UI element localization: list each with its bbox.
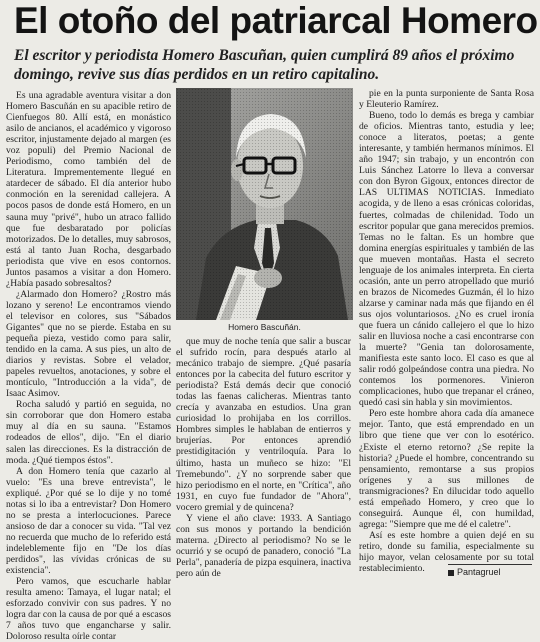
- paragraph: que muy de noche tenía que salir a buscar el sufrido rocín, para después atarlo al mecánico trabajo de siempre. ¿Qué pasaría entonces por la cabecita del futuro escritor y periodista? Está demás decir que conoció todas las faenas calicheras. Mientras tanto crecía y avanzaba en estudios. Una gran curiosidad lo prohijaba en los corrillos. Hombres simples le hablaban de entierros y brujerías. Por entonces aprendió prestidigitación y ventriloquía. Para lo último, hasta un muñeco se hizo: "El Tremebundo". ¿Y no sorprende saber que hizo periodismo en el norte, en "Crítica", año 1931, en cuyo fue fundador de "Ahora", vocero gremial y de quincena?: [176, 336, 351, 513]
- paragraph: A don Homero tenía que cazarlo al vuelo: "Es una breve entrevista", le expliqué. ¿Por qué se lo dije y no tomé notas si lo iba a entrevistar? Don Homero no se presta a interlocuciones. Parece ansioso de dar a conocer su vida. "Tal vez no recuerda que mucho de lo referido está indeleblemente fijo en "De los días perdidos", las vívidas crónicas de su existencia".: [6, 465, 171, 577]
- photo-caption: Homero Bascuñán.: [228, 322, 301, 332]
- paragraph: ¿Alarmado don Homero? ¿Rostro más lozano y sereno! Le encontramos viendo el televisor en colores, sus "Sábados Gigantes" que no se pierde. Estaba en su pequeña pieza, vestido como para salir, tendido en la cama. A sus pies, un alto de diarios y revistas. Sobre el velador, papeles revueltos, anotaciones, y sobre el montículo, "Introducción a la vida", de Isaac Asimov.: [6, 288, 171, 400]
- paragraph: Así es este hombre a quien dejé en su retiro, donde su familia, especialmente su hijo mayor, velan celosamente por su total restablecimiento.: [359, 529, 534, 575]
- divider: [448, 564, 532, 565]
- paragraph: Es una agradable aventura visitar a don Homero Bascuñán en su apacible retiro de Cienfuegos 80. Allí está, en monástico asilo de ancianos, el académico y vigoroso escritor, injustamente dejado al margen (es voz populi) del Premio Nacional de Periodismo, como también del de Literatura. Imprementemente llegué en atardecer de sábado. El día anterior hubo conmoción en la serenidad callejera. A pocos pasos de donde está Homero, en un sauna muy "privé", hubo un atraco fallido que fue desbaratado por policías motorizados. De lo detalles, muy sabrosos, está al tanto Juan Rocha, desgarbado periodista que vive en esos contornos. Juntos pasamos a visitar a don Homero. ¿Había pasado sobresaltos?: [6, 90, 171, 289]
- portrait-photo: [176, 88, 353, 320]
- byline: [448, 567, 532, 581]
- paragraph: pie en la punta surponiente de Santa Rosa y Eleuterio Ramírez.: [359, 88, 534, 111]
- paragraph: Pero vamos, que escucharle hablar resulta ameno: Tamaya, el lugar natal; el esforzado convivir con sus padres. Y no logra dar con la causa de por qué a escasos 7 años tuvo que engancharse y salir. Doloroso resulta oírle contar: [6, 576, 171, 642]
- paragraph: Y viene el año clave: 1933. A Santiago con sus monos y portando la bendición materna. ¿Directo al periodismo? No se le ocurrió y se ocupó de panadero, conoció "La Perla", panadería de pizpa esquinera, inactiva pero aún de: [176, 512, 351, 579]
- square-bullet-icon: [448, 570, 454, 576]
- article-column-2: [176, 336, 351, 600]
- paragraph: Pero este hombre ahora cada día amanece mejor. Tanto, que está emprendado en un libro que tiene que ver con lo esotérico. ¿Existe el eterno retorno? ¿Se repite la historia? ¿Puede el hombre, concentrando su pensamiento, remontarse a sus propios orígenes y a sus millones de transmigraciones? En dilucidar todo aquello está empeñado Homero, y creo que lo conseguirá. Aunque él, con humildad, agrega: "Siempre que me dé el caletre".: [359, 408, 534, 530]
- paragraph: Bueno, todo lo demás es brega y cambiar de oficios. Mientras tanto, estudia y lee; conoce a literatos, poetas; a gente interesante, y también hermanos mínimos. El año 1947; sin trabajo, y un encontrón con Luis Sánchez Latorre lo lleva a conversar con don Byron Gigoux, entonces director de LAS ULTIMAS NOTICIAS. Inmediato acogida, y de lleno a esas crónicas coloridas, fuertes, colmadas de chilenidad. Todo un escritor popular que gana merecidos premios. Temas no le faltan. Es un hombre que domina energías espirituales y también de las que mueven montañas. Hasta el secreto lenguaje de los animales interpreta. En cierta ocasión, ante un perro atropellado que murió en brazos de Nicomedes Guzmán, él lo hizo alzarse y caminar nada más que fijando en él sus ojos voluntariosos. ¿No es cruel ironía que fuera un cánido callejero el que lo hizo salir en lluviosa noche a casi encontrarse con la muerte? "Genia tan dolorosamente, manifiesta este santo loco. El caso es que al salir rodó golpeándose contra una piedra. No contemos los pormenores. Vinieron complicaciones, hubo que trepanar el cráneo, quedó casi sin habla y sin movimientos.: [359, 110, 534, 409]
- headline: El otoño del patriarcal Homero: [14, 0, 538, 41]
- byline-name: Pantagruel: [457, 567, 501, 577]
- article-column-1: [6, 90, 171, 642]
- paragraph: Rocha saludó y partió en seguida, no sin corroborar que don Homero estaba muy al día en su sauna. "Estamos rodeados de ellos", dijo. "En el diario salen las direcciones. Es la distracción de moda. ¿Qué tiempos éstos".: [6, 399, 171, 466]
- deck-subtitle: El escritor y periodista Homero Bascuñan, quien cumplirá 89 años el próximo domingo, revive sus días perdidos en un retiro capitalino.: [14, 47, 515, 83]
